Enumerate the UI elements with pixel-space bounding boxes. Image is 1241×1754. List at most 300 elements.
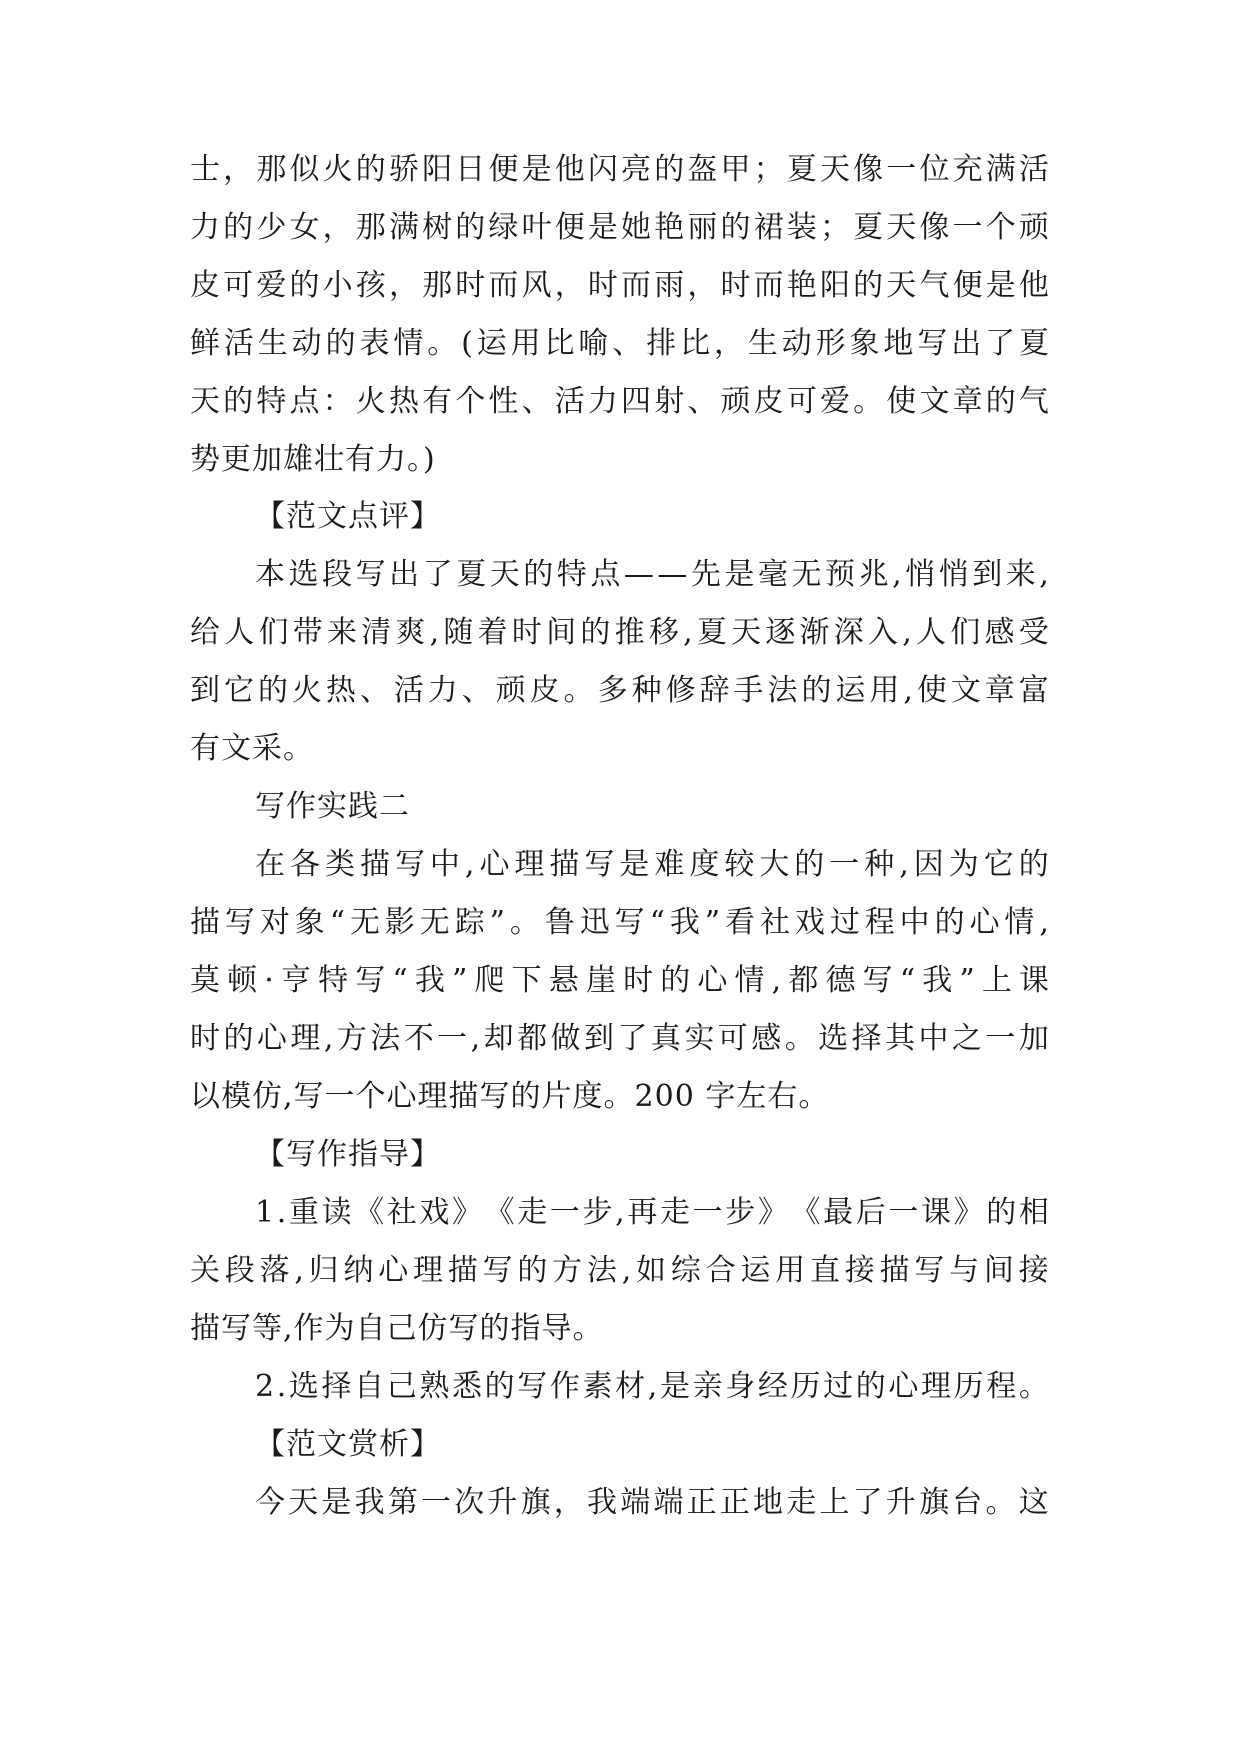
glyph: 点 <box>590 557 622 592</box>
glyph: — <box>657 557 689 592</box>
glyph: 是 <box>985 268 1017 303</box>
glyph: 升 <box>487 1485 519 1520</box>
glyph: 都 <box>517 1021 549 1056</box>
text-line: 以模仿,写一个心理描写的片度。200 字左右。 <box>190 1079 830 1114</box>
glyph: 满 <box>985 152 1017 187</box>
glyph: 一 <box>886 152 918 187</box>
glyph: 顿 <box>227 963 259 998</box>
glyph: 满 <box>388 210 420 245</box>
glyph: 动 <box>781 326 813 361</box>
glyph: 悉 <box>452 1369 484 1404</box>
glyph: 特 <box>556 557 588 592</box>
glyph: 她 <box>621 210 653 245</box>
text-line <box>190 1019 1050 1059</box>
glyph: 喻 <box>578 326 610 361</box>
glyph: 了 <box>422 557 454 592</box>
glyph: 亮 <box>621 152 653 187</box>
glyph: 情 <box>734 963 766 998</box>
glyph: 风 <box>521 268 553 303</box>
glyph: ， <box>687 268 719 303</box>
glyph: 雨 <box>654 268 686 303</box>
glyph: 运 <box>740 1253 772 1288</box>
glyph: 走 <box>517 1195 549 1230</box>
glyph: 一 <box>952 210 984 245</box>
text-line: 描写等,作为自己仿写的指导。 <box>190 1311 604 1346</box>
glyph: , <box>683 615 694 650</box>
glyph: 与 <box>949 1253 981 1288</box>
glyph: 旗 <box>520 1485 552 1520</box>
glyph: 过 <box>829 905 861 940</box>
glyph: 程 <box>986 1369 1018 1404</box>
glyph: 到 <box>972 557 1004 592</box>
glyph: 。 <box>427 326 459 361</box>
glyph: , <box>771 963 783 998</box>
glyph: 读 <box>321 1195 353 1230</box>
glyph: 种 <box>631 673 663 708</box>
glyph: 中 <box>918 1021 950 1056</box>
glyph: 天 <box>489 557 521 592</box>
glyph: 们 <box>950 615 982 650</box>
glyph: 、 <box>521 384 553 419</box>
glyph: 士 <box>190 152 221 187</box>
glyph: 清 <box>361 615 393 650</box>
glyph: 段 <box>224 1253 256 1288</box>
glyph: 表 <box>359 326 391 361</box>
glyph: 影 <box>384 905 416 940</box>
glyph: ， <box>223 152 255 187</box>
glyph: 程 <box>864 905 896 940</box>
glyph: 身 <box>725 1369 757 1404</box>
glyph: — <box>623 557 655 592</box>
glyph: 用 <box>869 673 901 708</box>
glyph: 悄 <box>938 557 970 592</box>
glyph: 类 <box>324 847 356 882</box>
glyph: 出 <box>389 557 421 592</box>
glyph: 力 <box>190 210 221 245</box>
glyph: 天 <box>190 384 221 419</box>
glyph: 相 <box>1018 1195 1050 1230</box>
glyph: 》 <box>452 1195 484 1230</box>
glyph: 。 <box>563 673 595 708</box>
glyph: 踪 <box>454 905 486 940</box>
glyph: 上 <box>819 1485 851 1520</box>
glyph: 次 <box>454 1485 486 1520</box>
glyph: 最 <box>823 1195 855 1230</box>
glyph: ， <box>322 210 354 245</box>
glyph: 描 <box>549 847 581 882</box>
glyph: 似 <box>289 152 321 187</box>
glyph: 写 <box>394 847 426 882</box>
glyph: 的 <box>986 1195 1018 1230</box>
glyph: 那 <box>422 268 454 303</box>
glyph: 选 <box>288 557 320 592</box>
glyph: 的 <box>223 210 255 245</box>
glyph: 活 <box>223 326 255 361</box>
glyph: 。 <box>509 905 541 940</box>
glyph: 理 <box>290 1021 322 1056</box>
glyph: 正 <box>719 1485 751 1520</box>
glyph: 夏 <box>786 152 818 187</box>
glyph: 章 <box>952 384 984 419</box>
glyph: 是 <box>724 557 756 592</box>
glyph: 皮 <box>529 673 561 708</box>
glyph: 时 <box>455 268 487 303</box>
glyph: 多 <box>597 673 629 708</box>
glyph: 纳 <box>343 1253 375 1288</box>
glyph: 的 <box>325 326 357 361</box>
glyph: 文 <box>919 384 951 419</box>
glyph: 2 <box>255 1369 276 1404</box>
glyph: , <box>892 557 903 592</box>
glyph: , <box>1039 905 1050 940</box>
glyph: 文 <box>950 673 982 708</box>
glyph: 是 <box>521 152 553 187</box>
glyph: 顽 <box>1018 210 1050 245</box>
glyph: 裙 <box>753 210 785 245</box>
glyph: 爱 <box>256 268 288 303</box>
glyph: 接 <box>844 1253 876 1288</box>
glyph: 的 <box>289 268 321 303</box>
glyph: 却 <box>483 1021 515 1056</box>
glyph: 闪 <box>587 152 619 187</box>
glyph: , <box>323 1021 335 1056</box>
glyph: 种 <box>864 847 896 882</box>
glyph: 择 <box>851 1021 883 1056</box>
glyph: 深 <box>833 615 865 650</box>
glyph: 四 <box>621 384 653 419</box>
glyph: 写 <box>355 557 387 592</box>
glyph: 历 <box>790 1369 822 1404</box>
glyph: 鲜 <box>190 326 221 361</box>
glyph: 、 <box>461 673 493 708</box>
text-line <box>190 208 1050 248</box>
glyph: 修 <box>665 673 697 708</box>
text-line: 有文采。 <box>190 731 314 766</box>
glyph: 理 <box>413 1253 445 1288</box>
glyph: 生 <box>257 326 289 361</box>
glyph: 。 <box>1018 1369 1050 1404</box>
glyph: 描 <box>359 847 391 882</box>
glyph: 阳 <box>819 268 851 303</box>
glyph: 端 <box>653 1485 685 1520</box>
glyph: 顽 <box>495 673 527 708</box>
glyph: 夏 <box>1018 326 1050 361</box>
glyph: 地 <box>883 326 915 361</box>
text-line <box>255 1483 1050 1523</box>
glyph: 这 <box>1018 1485 1050 1520</box>
glyph: 。 <box>784 1021 816 1056</box>
glyph: 性 <box>488 384 520 419</box>
glyph: 射 <box>654 384 686 419</box>
glyph: 直 <box>809 1253 841 1288</box>
glyph: 了 <box>985 326 1017 361</box>
glyph: 写 <box>482 1253 514 1288</box>
glyph: 生 <box>747 326 779 361</box>
text-line <box>190 324 1050 364</box>
glyph: 力 <box>587 384 619 419</box>
glyph: 顽 <box>720 384 752 419</box>
glyph: 自 <box>354 1369 386 1404</box>
glyph: 课 <box>920 1195 952 1230</box>
glyph: 天 <box>288 1485 320 1520</box>
glyph: 火 <box>355 384 387 419</box>
glyph: 象 <box>294 905 326 940</box>
glyph: 崖 <box>585 963 617 998</box>
glyph: 活 <box>1018 152 1050 187</box>
glyph: 我 <box>669 905 701 940</box>
glyph: 之 <box>951 1021 983 1056</box>
glyph: 无 <box>419 905 451 940</box>
glyph: 熟 <box>419 1369 451 1404</box>
glyph: 经 <box>757 1369 789 1404</box>
glyph: 们 <box>258 615 290 650</box>
text-line <box>190 903 1050 943</box>
glyph: 天 <box>886 210 918 245</box>
glyph: 推 <box>614 615 646 650</box>
glyph: 来 <box>326 615 358 650</box>
glyph: 人 <box>916 615 948 650</box>
glyph: 无 <box>791 557 823 592</box>
glyph: 夏 <box>853 210 885 245</box>
glyph: 我 <box>922 963 954 998</box>
glyph: 是 <box>619 847 651 882</box>
glyph: “ <box>899 963 917 998</box>
glyph: 特 <box>318 963 350 998</box>
glyph: 爽 <box>395 615 427 650</box>
text-line <box>255 845 1050 885</box>
glyph: “ <box>392 963 409 998</box>
glyph: 》 <box>953 1195 985 1230</box>
glyph: 如 <box>636 1253 668 1288</box>
glyph: 归 <box>308 1253 340 1288</box>
glyph: 预 <box>825 557 857 592</box>
glyph: 写 <box>224 905 256 940</box>
glyph: 写 <box>862 963 894 998</box>
glyph: 过 <box>823 1369 855 1404</box>
glyph: 手 <box>733 673 765 708</box>
glyph: 特 <box>256 384 288 419</box>
glyph: 是 <box>659 1369 691 1404</box>
text-line <box>190 150 1050 190</box>
glyph: 便 <box>488 152 520 187</box>
glyph: 来 <box>1005 557 1037 592</box>
text-line <box>190 671 1050 711</box>
glyph: 台 <box>952 1485 984 1520</box>
glyph: 亨 <box>280 963 312 998</box>
glyph: 个 <box>455 384 487 419</box>
glyph: 阳 <box>422 152 454 187</box>
glyph: 像 <box>919 210 951 245</box>
glyph: ； <box>753 152 785 187</box>
glyph: 的 <box>801 673 833 708</box>
glyph: 天 <box>819 152 851 187</box>
glyph: , <box>647 1369 659 1404</box>
glyph: ” <box>489 905 506 940</box>
glyph: 丽 <box>687 210 719 245</box>
text-line <box>255 555 1050 595</box>
glyph: 一 <box>985 1021 1017 1056</box>
glyph: 气 <box>1018 384 1050 419</box>
glyph: 人 <box>224 615 256 650</box>
glyph: 心 <box>479 847 511 882</box>
glyph: 《 <box>484 1195 516 1230</box>
glyph: 端 <box>620 1485 652 1520</box>
glyph: 段 <box>322 557 354 592</box>
glyph: 悬 <box>548 963 580 998</box>
glyph: 。 <box>985 1485 1017 1520</box>
glyph: 走 <box>786 1485 818 1520</box>
glyph: 为 <box>948 847 980 882</box>
glyph: “ <box>649 905 666 940</box>
glyph: 间 <box>546 615 578 650</box>
glyph: 移 <box>648 615 680 650</box>
glyph: 关 <box>190 1253 221 1288</box>
glyph: 日 <box>455 152 487 187</box>
glyph: 《 <box>354 1195 386 1230</box>
glyph: 可 <box>223 268 255 303</box>
glyph: 戏 <box>419 1195 451 1230</box>
glyph: 描 <box>190 905 221 940</box>
glyph: 己 <box>386 1369 418 1404</box>
glyph: 一 <box>549 1195 581 1230</box>
glyph: ” <box>704 905 722 940</box>
glyph: 方 <box>336 1021 368 1056</box>
glyph: 了 <box>617 1021 649 1056</box>
glyph: 悄 <box>905 557 937 592</box>
glyph: 象 <box>849 326 881 361</box>
glyph: 个 <box>985 210 1017 245</box>
glyph: 的 <box>484 1369 516 1404</box>
glyph: 出 <box>951 326 983 361</box>
glyph: , <box>621 1253 633 1288</box>
glyph: 时 <box>587 268 619 303</box>
glyph: 方 <box>552 1253 584 1288</box>
glyph: 做 <box>550 1021 582 1056</box>
glyph: 写 <box>584 847 616 882</box>
glyph: 》 <box>757 1195 789 1230</box>
glyph: 心 <box>697 963 729 998</box>
glyph: 的 <box>455 210 487 245</box>
glyph: 我 <box>354 1485 386 1520</box>
glyph: 随 <box>443 615 475 650</box>
text-line <box>190 382 1050 422</box>
glyph: 气 <box>919 268 951 303</box>
text-line <box>190 1251 1050 1291</box>
glyph: 而 <box>621 268 653 303</box>
glyph: 位 <box>919 152 951 187</box>
glyph: 而 <box>488 268 520 303</box>
glyph: 社 <box>386 1195 418 1230</box>
glyph: 写 <box>517 1369 549 1404</box>
glyph: 中 <box>899 905 931 940</box>
glyph: 我 <box>587 1485 619 1520</box>
glyph: 的 <box>660 963 692 998</box>
glyph: 第 <box>387 1485 419 1520</box>
glyph: 比 <box>680 326 712 361</box>
glyph: 比 <box>544 326 576 361</box>
glyph: 逐 <box>765 615 797 650</box>
glyph: 的 <box>223 384 255 419</box>
glyph: 给 <box>190 615 221 650</box>
glyph: 盔 <box>687 152 719 187</box>
glyph: · <box>264 963 275 998</box>
glyph: 素 <box>582 1369 614 1404</box>
glyph: 。 <box>853 384 885 419</box>
glyph: 的 <box>855 1369 887 1404</box>
glyph: , <box>902 615 913 650</box>
glyph: 材 <box>615 1369 647 1404</box>
glyph: ， <box>388 268 420 303</box>
glyph: 无 <box>349 905 381 940</box>
glyph: 作 <box>549 1369 581 1404</box>
glyph: 接 <box>1018 1253 1050 1288</box>
glyph: 形 <box>815 326 847 361</box>
text-line <box>255 1193 1050 1233</box>
glyph: 心 <box>888 1369 920 1404</box>
glyph: 辞 <box>699 673 731 708</box>
glyph: 对 <box>259 905 291 940</box>
glyph: 时 <box>720 268 752 303</box>
glyph: 戏 <box>794 905 826 940</box>
glyph: 感 <box>984 615 1016 650</box>
glyph: 不 <box>403 1021 435 1056</box>
glyph: 入 <box>868 615 900 650</box>
glyph: , <box>464 847 476 882</box>
glyph: , <box>429 615 441 650</box>
glyph: 都 <box>788 963 820 998</box>
glyph: 骄 <box>388 152 420 187</box>
glyph: 皮 <box>190 268 221 303</box>
glyph: ” <box>959 963 976 998</box>
glyph: 受 <box>1018 615 1050 650</box>
glyph: 使 <box>886 384 918 419</box>
glyph: 夏 <box>456 557 488 592</box>
glyph: 艳 <box>654 210 686 245</box>
glyph: 他 <box>554 152 586 187</box>
text-line <box>190 266 1050 306</box>
glyph: 是 <box>321 1485 353 1520</box>
glyph: 、 <box>612 326 644 361</box>
glyph: 兆 <box>858 557 890 592</box>
glyph: 真 <box>650 1021 682 1056</box>
glyph: 择 <box>321 1369 353 1404</box>
glyph: 写 <box>614 905 646 940</box>
glyph: ； <box>819 210 851 245</box>
glyph: 艳 <box>786 268 818 303</box>
glyph: 甲 <box>720 152 752 187</box>
glyph: 一 <box>888 1195 920 1230</box>
glyph: 着 <box>477 615 509 650</box>
glyph: 描 <box>879 1253 911 1288</box>
glyph: 度 <box>689 847 721 882</box>
glyph: 火 <box>322 152 354 187</box>
glyph: 的 <box>654 152 686 187</box>
glyph: 毫 <box>757 557 789 592</box>
glyph: 天 <box>886 268 918 303</box>
glyph: ： <box>322 384 354 419</box>
glyph: 的 <box>794 847 826 882</box>
glyph: ( <box>461 326 474 361</box>
glyph: 升 <box>885 1485 917 1520</box>
glyph: 写 <box>914 1253 946 1288</box>
glyph: ， <box>553 1485 585 1520</box>
glyph: 他 <box>1018 268 1050 303</box>
text-line <box>255 1367 1050 1407</box>
glyph: “ <box>329 905 347 940</box>
glyph: 动 <box>291 326 323 361</box>
glyph: 它 <box>983 847 1015 882</box>
glyph: 莫 <box>190 963 221 998</box>
